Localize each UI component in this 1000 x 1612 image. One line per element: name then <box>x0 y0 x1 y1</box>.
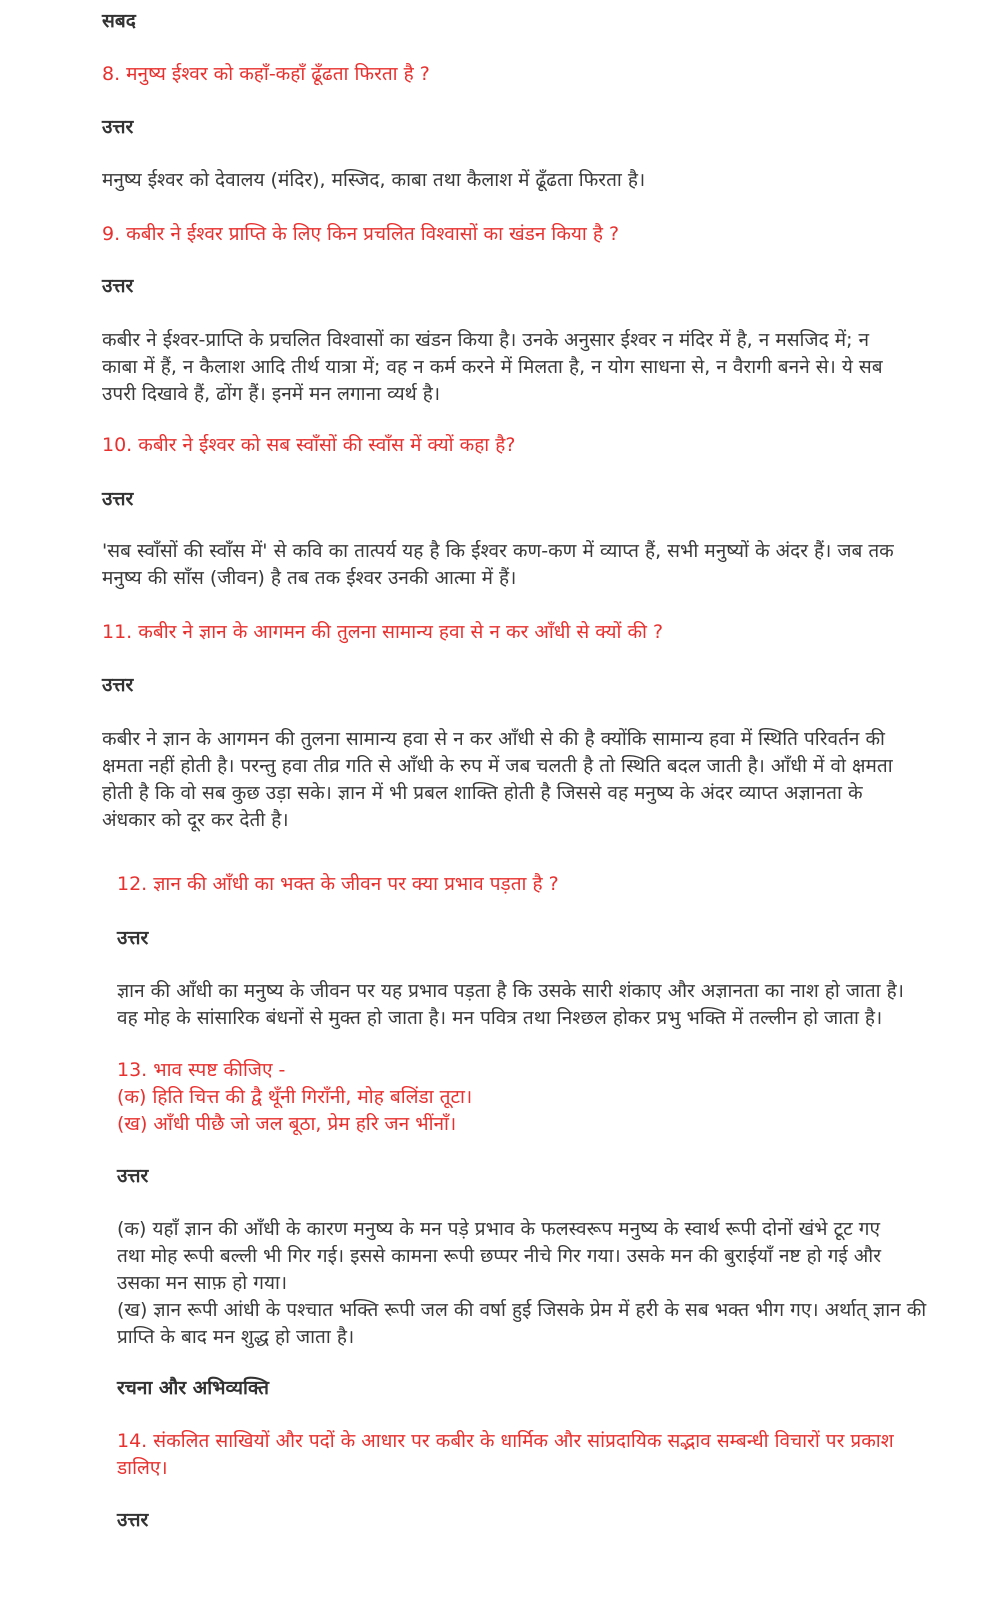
question-line: (क) हिति चित्त की द्वै थूँनी गिराँनी, मोह बलिंडा तूटा। <box>117 1086 473 1108</box>
answer-line: मनुष्य ईश्वर को देवालय (मंदिर), मस्जिद, काबा तथा कैलाश में ढूँढता फिरता है। <box>102 169 646 191</box>
answer-label: उत्तर <box>102 116 134 138</box>
question-14 <box>117 1428 979 1482</box>
answer-label: उत्तर <box>117 927 149 949</box>
answer-11 <box>102 726 962 834</box>
answer-label: उत्तर <box>102 275 134 297</box>
answer-line: 'सब स्वाँसों की स्वाँस में' से कवि का तात्पर्य यह है कि ईश्वर कण-कण में व्याप्त हैं, सभी मनुष्यों के अंदर हैं। जब तक <box>102 540 894 562</box>
answer-label: उत्तर <box>117 1509 149 1531</box>
answer-label: उत्तर <box>102 674 134 696</box>
answer-line: उसका मन साफ़ हो गया। <box>117 1272 288 1294</box>
question-8: 8. मनुष्य ईश्वर को कहाँ-कहाँ ढूँढता फिरता है ? <box>102 63 430 85</box>
question-line: 14. संकलित साखियों और पदों के आधार पर कबीर के धार्मिक और सांप्रदायिक सद्भाव सम्बन्धी विचारों पर प्रकाश <box>117 1430 894 1452</box>
answer-line: (ख) ज्ञान रूपी आंधी के पश्चात भक्ति रूपी जल की वर्षा हुई जिसके प्रेम में हरी के सब भक्त भीग गए। अर्थात् ज्ञान की <box>117 1299 927 1321</box>
answer-12 <box>117 978 979 1032</box>
answer-line: काबा में हैं, न कैलाश आदि तीर्थ यात्रा में; वह न कर्म करने में मिलता है, न योग साधना से, न वैरागी बनने से। ये सब <box>102 356 883 378</box>
section2-heading: रचना और अभिव्यक्ति <box>117 1377 269 1399</box>
answer-13 <box>117 1216 979 1351</box>
answer-label: उत्तर <box>117 1165 149 1187</box>
answer-line: अंधकार को दूर कर देती है। <box>102 809 289 831</box>
answer-line: ज्ञान की आँधी का मनुष्य के जीवन पर यह प्रभाव पड़ता है कि उसके सारी शंकाए और अज्ञानता का नाश हो जाता है। <box>117 980 904 1002</box>
question-9: 9. कबीर ने ईश्वर प्राप्ति के लिए किन प्रचलित विश्वासों का खंडन किया है ? <box>102 223 620 245</box>
question-10: 10. कबीर ने ईश्वर को सब स्वाँसों की स्वाँस में क्यों कहा है? <box>102 434 516 456</box>
question-line: डालिए। <box>117 1457 168 1479</box>
answer-line: तथा मोह रूपी बल्ली भी गिर गई। इससे कामना रूपी छप्पर नीचे गिर गया। उसके मन की बुराईयाँ नष्ट हो गई और <box>117 1245 881 1267</box>
answer-line: मनुष्य की साँस (जीवन) है तब तक ईश्वर उनकी आत्मा में हैं। <box>102 567 517 589</box>
question-line: 13. भाव स्पष्ट कीजिए - <box>117 1059 286 1081</box>
section-heading: सबद <box>102 10 136 32</box>
question-12: 12. ज्ञान की आँधी का भक्त के जीवन पर क्या प्रभाव पड़ता है ? <box>117 873 559 895</box>
answer-line: उपरी दिखावे हैं, ढोंग हैं। इनमें मन लगाना व्यर्थ है। <box>102 383 441 405</box>
question-11: 11. कबीर ने ज्ञान के आगमन की तुलना सामान्य हवा से न कर आँधी से क्यों की ? <box>102 621 664 643</box>
answer-9 <box>102 327 962 408</box>
question-13 <box>117 1057 979 1138</box>
question-line: (ख) आँधी पीछै जो जल बूठा, प्रेम हरि जन भींनाँ। <box>117 1113 457 1135</box>
answer-line: कबीर ने ईश्वर-प्राप्ति के प्रचलित विश्वासों का खंडन किया है। उनके अनुसार ईश्वर न मंदिर में है, न मसजिद में; न <box>102 329 870 351</box>
answer-line: कबीर ने ज्ञान के आगमन की तुलना सामान्य हवा से न कर आँधी से की है क्योंकि सामान्य हवा में स्थिति परिवर्तन की <box>102 728 885 750</box>
answer-8 <box>102 167 962 194</box>
answer-line: प्राप्ति के बाद मन शुद्ध हो जाता है। <box>117 1326 355 1348</box>
answer-10 <box>102 538 962 592</box>
answer-line: (क) यहाँ ज्ञान की आँधी के कारण मनुष्य के मन पड़े प्रभाव के फलस्वरूप मनुष्य के स्वार्थ रूपी दोनों खंभे टूट गए <box>117 1218 880 1240</box>
answer-label: उत्तर <box>102 488 134 510</box>
answer-line: वह मोह के सांसारिक बंधनों से मुक्त हो जाता है। मन पवित्र तथा निश्छल होकर प्रभु भक्ति में तल्लीन हो जाता है। <box>117 1007 883 1029</box>
answer-line: क्षमता नहीं होती है। परन्तु हवा तीव्र गति से आँधी के रुप में जब चलती है तो स्थिति बदल जाती है। आँधी में वो क्षमता <box>102 755 893 777</box>
answer-line: होती है कि वो सब कुछ उड़ा सके। ज्ञान में भी प्रबल शाक्ति होती है जिससे वह मनुष्य के अंदर व्याप्त अज्ञानता के <box>102 782 863 804</box>
